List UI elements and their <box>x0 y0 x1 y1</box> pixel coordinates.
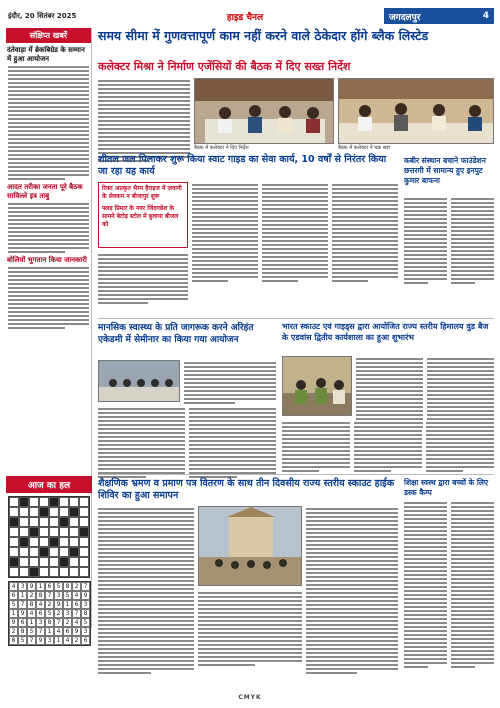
sudoku-cell: 2 <box>9 627 18 636</box>
sudoku-cell: 9 <box>18 609 27 618</box>
sudoku-cell: 5 <box>9 600 18 609</box>
sudoku-cell: 1 <box>18 591 27 600</box>
sudoku-cell: 8 <box>36 591 45 600</box>
sudoku-cell: 8 <box>18 627 27 636</box>
sudoku-cell: 3 <box>81 627 90 636</box>
sudoku-cell: 8 <box>9 636 18 645</box>
sudoku-cell: 9 <box>9 618 18 627</box>
sudoku-cell: 5 <box>54 582 63 591</box>
sudoku-cell: 3 <box>81 600 90 609</box>
print-marker: CMYK <box>238 694 262 701</box>
sudoku-cell: 7 <box>36 627 45 636</box>
story5-photo <box>282 356 352 416</box>
sudoku-cell: 1 <box>63 600 72 609</box>
sudoku-cell: 3 <box>54 591 63 600</box>
sudoku-cell: 6 <box>9 591 18 600</box>
lead-photo <box>194 78 334 144</box>
sudoku-grid <box>8 581 91 646</box>
sudoku-cell: 7 <box>27 636 36 645</box>
story7-text-right <box>306 506 398 676</box>
story5-text-lower <box>282 420 494 474</box>
sudoku-cell: 8 <box>27 600 36 609</box>
sudoku-cell: 1 <box>36 582 45 591</box>
sudoku-cell: 4 <box>36 600 45 609</box>
sudoku-cell: 2 <box>45 600 54 609</box>
sudoku-cell: 2 <box>54 609 63 618</box>
story4-text <box>184 360 276 406</box>
story3-headline: कबीर संस्थान बचाने फाउंडेशन छत्तरगी में सामान्य हुए इनपुट कुमार बाफना <box>404 156 486 185</box>
sudoku-cell: 3 <box>63 609 72 618</box>
story4-headline: मानसिक स्वास्थ्य के प्रति जागरूक करने अरिहंत एकेडमी में सेमीनार का किया गया आयोजन <box>98 323 254 345</box>
city-banner <box>384 8 494 24</box>
sudoku-cell: 8 <box>81 609 90 618</box>
lead-headline: समय सीमा में गुणवत्तापूर्ण काम नहीं करने वाले ठेकेदार होंगे ब्लैक लिस्टेड <box>98 28 429 43</box>
brief-text-1 <box>6 66 91 180</box>
sudoku-cell: 4 <box>72 618 81 627</box>
section-name: हाइड चैनल <box>226 12 264 23</box>
section-divider-2 <box>98 474 494 475</box>
sudoku-cell: 8 <box>45 618 54 627</box>
story2-highlights <box>98 182 188 248</box>
secondary-photo-caption: बैठक में कलेक्टर ने चक्र सहा <box>338 145 391 151</box>
sudoku-cell: 1 <box>27 618 36 627</box>
story2-text <box>192 182 398 284</box>
sudoku-cell: 9 <box>27 582 36 591</box>
sudoku-cell: 1 <box>9 609 18 618</box>
sudoku-cell: 8 <box>63 582 72 591</box>
sudoku-cell: 7 <box>72 609 81 618</box>
sudoku-cell: 5 <box>81 618 90 627</box>
briefs-title: संक्षिप्त खबरें <box>6 28 91 43</box>
story3-text <box>404 196 494 286</box>
page-number: 4 <box>482 11 489 21</box>
sudoku-cell: 3 <box>18 582 27 591</box>
sudoku-cell: 4 <box>9 582 18 591</box>
puzzle-box <box>6 476 92 649</box>
sudoku-cell: 5 <box>63 591 72 600</box>
issue-date: इंदौर, 20 सितंबर 2025 <box>8 11 77 20</box>
story6-text <box>404 500 494 670</box>
brief-text-2 <box>6 203 91 253</box>
sudoku-cell: 6 <box>36 609 45 618</box>
sudoku-cell: 9 <box>54 600 63 609</box>
story2-point-2: फ्लड़ प्रिमार के नवर जिंदगन्नेश के सामने बेटोड़ स्टोल में बुलाया बीजल को <box>102 205 179 228</box>
crossword-grid <box>8 496 90 578</box>
sudoku-cell: 9 <box>36 636 45 645</box>
sudoku-cell: 6 <box>45 582 54 591</box>
brief-headline-3: बोलियों भुगतान किया जानकारी <box>7 256 87 264</box>
sudoku-cell: 7 <box>81 582 90 591</box>
story5-headline: भारत स्काउट एवं गाइड्स द्वारा आयोजित राज्य स्तरीय हिमालय वुड बैज के एडवांस द्वितीय कार्यशाला का हुआ शुभारंभ <box>282 322 489 342</box>
sudoku-cell: 9 <box>81 591 90 600</box>
newspaper-page <box>6 6 494 702</box>
sudoku-cell: 6 <box>72 600 81 609</box>
story7-headline: शैक्षणिक भ्रमण व प्रमाण पत्र वितरण के साथ तीन दिवसीय राज्य स्तरीय स्काउट हाईक शिविर का हुआ समापन <box>98 478 395 501</box>
sudoku-cell: 4 <box>54 627 63 636</box>
masthead <box>6 6 494 26</box>
sudoku-cell: 5 <box>18 636 27 645</box>
sudoku-cell: 7 <box>45 591 54 600</box>
sudoku-cell: 7 <box>18 600 27 609</box>
story7-photo <box>198 506 302 586</box>
sudoku-cell: 6 <box>63 627 72 636</box>
sudoku-cell: 3 <box>45 636 54 645</box>
story6-headline: शिक्षा स्वस्थ द्वारा बच्चों के लिए डस्क कैम्प <box>404 478 489 497</box>
city-name: जगदलपुर <box>389 12 421 23</box>
lead-photo-caption: बैठक में कलेक्टर ने दिए निर्देश <box>194 145 249 151</box>
sudoku-cell: 5 <box>45 609 54 618</box>
story7-text-mid <box>198 590 302 668</box>
sudoku-cell: 6 <box>18 618 27 627</box>
sudoku-cell: 2 <box>63 618 72 627</box>
story4-photo <box>98 360 180 402</box>
sudoku-cell: 2 <box>72 582 81 591</box>
sudoku-cell: 2 <box>72 636 81 645</box>
sudoku-cell: 4 <box>72 591 81 600</box>
story7-text <box>98 506 194 676</box>
brief-headline-2: आदत तरीका जनता पूरे बैठक साविल्ले इत्र ताबु <box>7 183 83 200</box>
sudoku-cell: 4 <box>63 636 72 645</box>
sudoku-cell: 1 <box>45 627 54 636</box>
story4-text-lower <box>98 406 276 480</box>
lead-story-text <box>98 78 190 164</box>
secondary-photo <box>338 78 494 144</box>
story2-headline: शीतल जल पिलाकर शुरू किया स्वाट गाइड का सेवा कार्य, 10 वर्षों से निरंतर किया जा रहा यह कार्य <box>98 154 387 177</box>
sudoku-cell: 1 <box>54 636 63 645</box>
sudoku-cell: 2 <box>27 591 36 600</box>
brief-headline-1: दंतेवाड़ा में ब्रेकबिग्रेड के सम्मान में हुआ आयोजन <box>7 46 85 63</box>
sudoku-cell: 9 <box>72 627 81 636</box>
sudoku-cell: 4 <box>27 609 36 618</box>
sudoku-cell: 3 <box>36 618 45 627</box>
story2-point-1: रिक्त अप्रकृत भैरम हैराइज में ज़वानी के सेवकम न बीजापुर शुरू <box>102 185 182 200</box>
sudoku-cell: 7 <box>54 618 63 627</box>
section-divider <box>98 318 494 319</box>
story2-text-left <box>98 252 188 306</box>
sudoku-cell: 6 <box>81 636 90 645</box>
puzzle-title: आज का हल <box>6 476 92 493</box>
lead-subhead: कलेक्टर मिश्रा ने निर्माण एजेंसियों की बैठक में दिए सख्त निर्देश <box>98 60 351 73</box>
brief-text-3 <box>6 267 91 329</box>
sudoku-cell: 5 <box>27 627 36 636</box>
